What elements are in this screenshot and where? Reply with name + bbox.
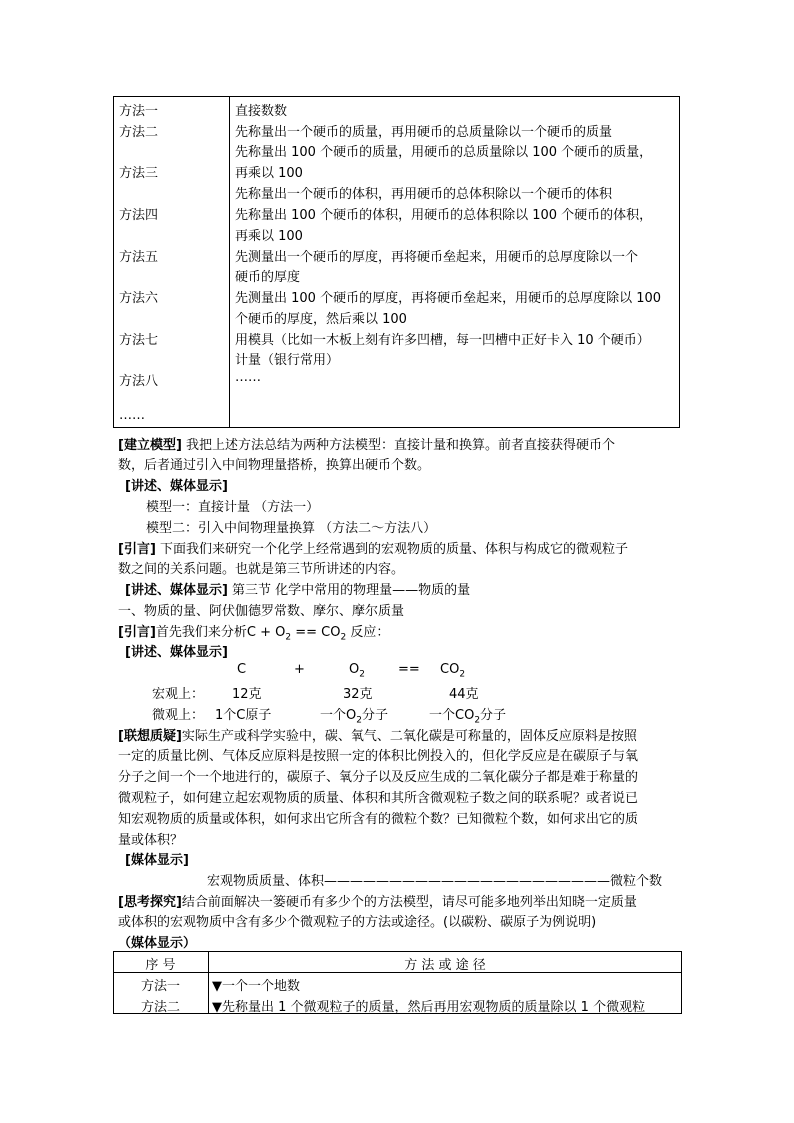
method-label-6: 方法六	[119, 291, 159, 306]
method-label-2: 方法二	[119, 125, 159, 140]
paragraph-text: 一定的质量比例、气体反应原料是按照一定的体积比例投入的，但化学反应是在碳原子与氧	[118, 749, 639, 764]
paragraph-text: 微观粒子，如何建立起宏观物质的质量、体积和其所含微观粒子数之间的联系呢？或者说已	[118, 791, 639, 806]
table-divider	[229, 97, 230, 427]
section-tag: [引言]	[118, 542, 156, 557]
section-tag: [建立模型]	[118, 438, 182, 453]
intro-paragraph	[118, 538, 628, 557]
section-tag: [联想质疑]	[118, 729, 182, 744]
method-label-5: 方法五	[119, 250, 159, 265]
paragraph-text: 我把上述方法总结为两种方法模型：直接计量和换算。前者直接获得硬币个	[181, 438, 616, 453]
method-desc-line: 再乘以 100	[235, 166, 303, 181]
paragraph-text: 实际生产或科学实验中，碳、氧气、二氧化碳是可称量的，固体反应原料是按照	[181, 729, 637, 744]
model-two: 模型二：引入中间物理量换算 （方法二～方法八）	[146, 521, 437, 536]
paragraph-text: 分子之间一个一个地进行的，碳原子、氧分子以及反应生成的二氧化碳分子都是难于称量的	[118, 770, 639, 785]
paragraph-text: 或体积的宏观物质中含有多少个微观粒子的方法或途径。(以碳粉、碳原子为例说明)	[118, 915, 597, 930]
paragraph-text: 量或体积？	[118, 833, 184, 848]
macro-oxygen: 32克	[343, 687, 373, 702]
table-row-label: 方法二	[140, 1000, 180, 1015]
method-label-4: 方法四	[119, 208, 159, 223]
method-label-more: ……	[119, 408, 145, 423]
method-desc-line: 先测量出 100 个硬币的厚度，再将硬币垒起来，用硬币的总厚度除以 100	[235, 291, 662, 306]
paragraph-text: 知宏观物质的质量或体积，如何求出它所含有的微粒个数？已知微粒个数，如何求出它的质	[118, 812, 639, 827]
paragraph-text: 数之间的关系问题。也就是第三节所讲述的内容。	[118, 562, 405, 577]
build-model-paragraph	[118, 434, 615, 453]
paragraph-text: 下面我们来研究一个化学上经常遇到的宏观物质的质量、体积与构成它的微观粒子	[155, 542, 629, 557]
micro-carbon: 1个C原子	[215, 708, 272, 723]
micro-co2: 一个$CO_2$分子	[429, 708, 507, 726]
method-desc-line: 直接数数	[235, 104, 288, 119]
reactant-oxygen: $O_2$	[349, 662, 365, 680]
method-desc-line: 先称量出一个硬币的质量，再用硬币的总质量除以一个硬币的质量	[235, 125, 613, 140]
method-label-7: 方法七	[119, 333, 159, 348]
section-title: 一、物质的量、阿伏伽德罗常数、摩尔、摩尔质量	[118, 604, 405, 619]
table-row-method: ▼先称量出 1 个微观粒子的质量，然后再用宏观物质的质量除以 1 个微观粒	[212, 1000, 646, 1015]
method-desc-line: 先称量出 100 个硬币的质量，用硬币的总质量除以 100 个硬币的质量，	[235, 145, 653, 160]
section-tag: [讲述、媒体显示]	[125, 645, 228, 660]
section-tag: [引言]	[118, 625, 156, 640]
method-label-1: 方法一	[119, 104, 159, 119]
plus-sign: +	[294, 662, 305, 677]
table-header-number: 序 号	[145, 958, 176, 973]
reaction-intro: [引言]首先我们来分析$C + O_2 == CO_2$ 反应：	[118, 625, 390, 643]
chapter-title: 第三节 化学中常用的物理量——物质的量	[227, 583, 471, 598]
table-row-method: ▼一个一个地数	[212, 979, 300, 994]
chapter-heading	[125, 579, 470, 598]
product-co2: $CO_2$	[440, 662, 466, 680]
relation-line: 宏观物质质量、体积——————————————————————微粒个数	[207, 874, 663, 889]
method-label-3: 方法三	[119, 166, 159, 181]
method-desc-line: 计量（银行常用）	[235, 353, 340, 368]
section-tag: [讲述、媒体显示]	[125, 583, 228, 598]
equals-sign: ==	[398, 662, 420, 677]
micro-oxygen: 一个$O_2$分子	[320, 708, 388, 726]
paragraph-text: 数，后者通过引入中间物理量搭桥，换算出硬币个数。	[118, 458, 431, 473]
table-header-method: 方 法 或 途 径	[404, 958, 486, 973]
macro-carbon: 12克	[232, 687, 262, 702]
question-paragraph	[118, 725, 637, 744]
section-tag: [讲述、媒体显示]	[125, 479, 228, 494]
method-desc-line: 先测量出一个硬币的厚度，再将硬币垒起来，用硬币的总厚度除以一个	[235, 250, 639, 265]
method-desc-line: 再乘以 100	[235, 229, 303, 244]
macro-label: 宏观上：	[152, 687, 205, 702]
method-desc-line: 用模具（比如一木板上刻有许多凹槽，每一凹槽中正好卡入 10 个硬币）	[235, 333, 650, 348]
micro-label: 微观上：	[152, 708, 205, 723]
method-desc-line: 硬币的厚度	[235, 270, 301, 285]
explore-paragraph	[118, 891, 637, 910]
method-desc-line: ……	[235, 370, 261, 385]
macro-co2: 44克	[449, 687, 479, 702]
method-label-8: 方法八	[119, 374, 159, 389]
model-one: 模型一：直接计量 （方法一）	[146, 500, 320, 515]
section-tag: （媒体显示）	[118, 936, 197, 951]
method-desc-line: 个硬币的厚度，然后乘以 100	[235, 312, 407, 327]
method-desc-line: 先称量出 100 个硬币的体积，用硬币的总体积除以 100 个硬币的体积，	[235, 208, 653, 223]
reactant-carbon: C	[237, 662, 247, 677]
paragraph-text: 结合前面解决一篓硬币有多少个的方法模型，请尽可能多地列举出知晓一定质量	[181, 895, 637, 910]
section-tag: [媒体显示]	[125, 853, 189, 868]
section-tag: [思考探究]	[118, 895, 182, 910]
method-desc-line: 先称量出一个硬币的体积，再用硬币的总体积除以一个硬币的体积	[235, 187, 613, 202]
table-row-label: 方法一	[140, 979, 180, 994]
